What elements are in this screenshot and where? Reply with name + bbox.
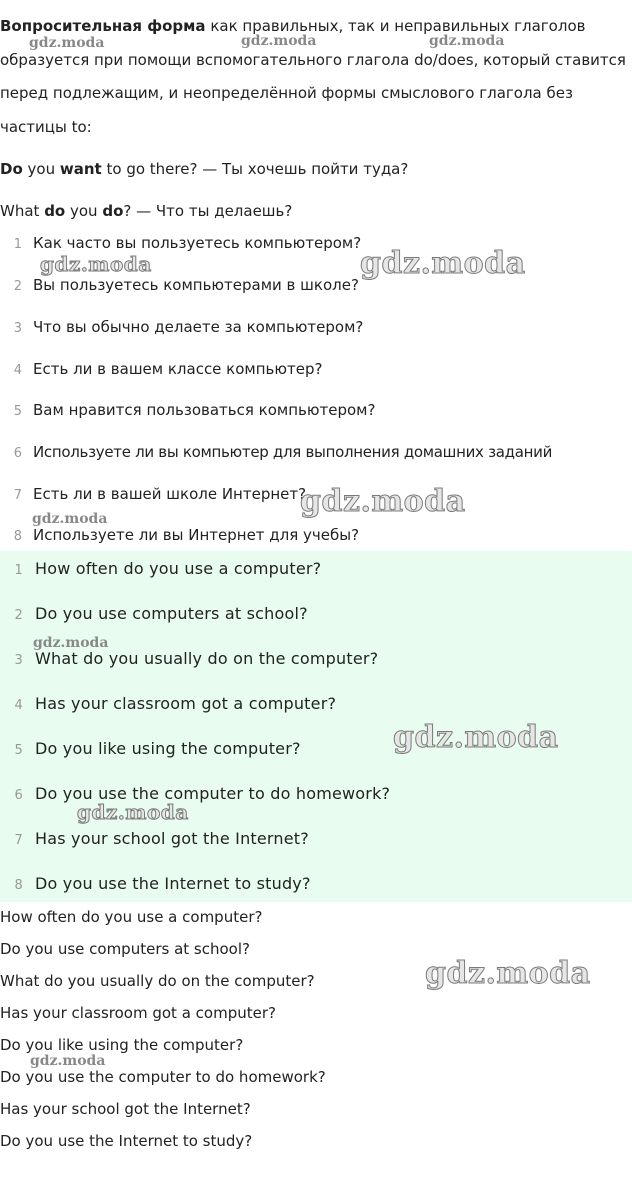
plain-answer: Do you use the computer to do homework? <box>0 1068 326 1086</box>
example-2-bold-do-1: do <box>44 202 66 220</box>
item-text: Do you use the computer to do homework? <box>35 784 391 803</box>
example-1-bold-want: want <box>59 160 102 178</box>
watermark: gdz.moda <box>32 511 108 527</box>
item-number: 7 <box>13 488 22 503</box>
example-1-text-a: you <box>22 160 60 178</box>
list-item <box>0 827 309 851</box>
watermark: gdz.moda <box>29 35 105 51</box>
list-item <box>0 316 363 338</box>
intro-line-2: образуется при помощи вспомогательного глагола do/does, который ставится <box>0 50 626 69</box>
watermark: gdz.moda <box>360 246 526 281</box>
example-2-text-b: you <box>65 202 103 220</box>
list-item <box>0 692 336 716</box>
item-text: Вам нравится пользоваться компьютером? <box>33 401 376 419</box>
list-item <box>0 602 308 626</box>
list-item <box>0 274 359 296</box>
watermark: gdz.moda <box>33 635 109 651</box>
item-number: 4 <box>14 698 23 713</box>
intro-paragraph <box>0 10 632 144</box>
item-text: Как часто вы пользуетесь компьютером? <box>33 234 362 252</box>
example-2 <box>0 201 292 221</box>
watermark: gdz.moda <box>300 484 466 519</box>
item-number: 8 <box>13 529 22 544</box>
watermark: gdz.moda <box>40 252 152 276</box>
item-text: Do you like using the computer? <box>35 739 301 758</box>
item-number: 6 <box>14 788 23 803</box>
item-number: 1 <box>13 237 22 252</box>
item-number: 3 <box>14 653 23 668</box>
item-number: 5 <box>13 404 22 419</box>
list-item <box>0 557 321 581</box>
list-item <box>0 737 301 761</box>
item-text: Has your classroom got a computer? <box>35 694 337 713</box>
plain-answer: Do you like using the computer? <box>0 1036 244 1054</box>
item-text: What do you usually do on the computer? <box>35 649 379 668</box>
item-number: 3 <box>13 321 22 336</box>
list-item <box>0 358 322 380</box>
item-number: 8 <box>14 878 23 893</box>
plain-answer: Do you use the Internet to study? <box>0 1132 253 1150</box>
example-1 <box>0 159 408 179</box>
plain-answer: How often do you use a computer? <box>0 908 263 926</box>
item-number: 4 <box>13 363 22 378</box>
item-number: 2 <box>13 279 22 294</box>
item-text: Do you use the Internet to study? <box>35 874 311 893</box>
item-text: Do you use computers at school? <box>35 604 308 623</box>
item-text: Есть ли в вашей школе Интернет? <box>33 485 307 503</box>
item-number: 5 <box>14 743 23 758</box>
watermark: gdz.moda <box>30 1053 106 1069</box>
list-item <box>0 483 306 505</box>
plain-answer: Has your classroom got a computer? <box>0 1004 276 1022</box>
plain-answer: Do you use computers at school? <box>0 940 250 958</box>
watermark: gdz.moda <box>241 33 317 49</box>
example-2-text-c: ? — Что ты делаешь? <box>123 202 293 220</box>
watermark: gdz.moda <box>425 956 591 991</box>
list-item <box>0 399 375 421</box>
item-text: Вы пользуетесь компьютерами в школе? <box>33 276 359 294</box>
plain-answer: Has your school got the Internet? <box>0 1100 251 1118</box>
example-2-bold-do-2: do <box>102 202 124 220</box>
item-text: Has your school got the Internet? <box>35 829 309 848</box>
item-number: 2 <box>14 608 23 623</box>
item-number: 7 <box>14 833 23 848</box>
intro-bold-term: Вопросительная форма <box>0 17 206 35</box>
watermark: gdz.moda <box>393 720 559 755</box>
item-number: 1 <box>14 563 23 578</box>
list-item <box>0 232 361 254</box>
watermark: gdz.moda <box>429 33 505 49</box>
example-1-bold-do: Do <box>0 160 23 178</box>
intro-line-1-rest: как правильных, так и неправильных глаголов <box>205 17 586 35</box>
list-item <box>0 872 311 896</box>
item-text: Используете ли вы Интернет для учебы? <box>33 526 360 544</box>
list-item <box>0 782 390 806</box>
example-2-text-a: What <box>0 202 45 220</box>
intro-line-4: частицы to: <box>0 117 92 136</box>
item-text: Есть ли в вашем классе компьютер? <box>33 360 323 378</box>
intro-line-3: перед подлежащим, и неопределённой формы смыслового глагола без <box>0 84 573 102</box>
item-text: Что вы обычно делаете за компьютером? <box>33 318 364 336</box>
list-item <box>0 524 359 546</box>
item-text: How often do you use a computer? <box>35 559 322 578</box>
plain-answer: What do you usually do on the computer? <box>0 972 315 990</box>
list-item <box>0 441 552 463</box>
example-1-text-b: to go there? — Ты хочешь пойти туда? <box>101 160 409 178</box>
watermark: gdz.moda <box>77 800 189 824</box>
item-text: Используете ли вы компьютер для выполнения домашних заданий <box>33 443 553 461</box>
item-number: 6 <box>13 446 22 461</box>
